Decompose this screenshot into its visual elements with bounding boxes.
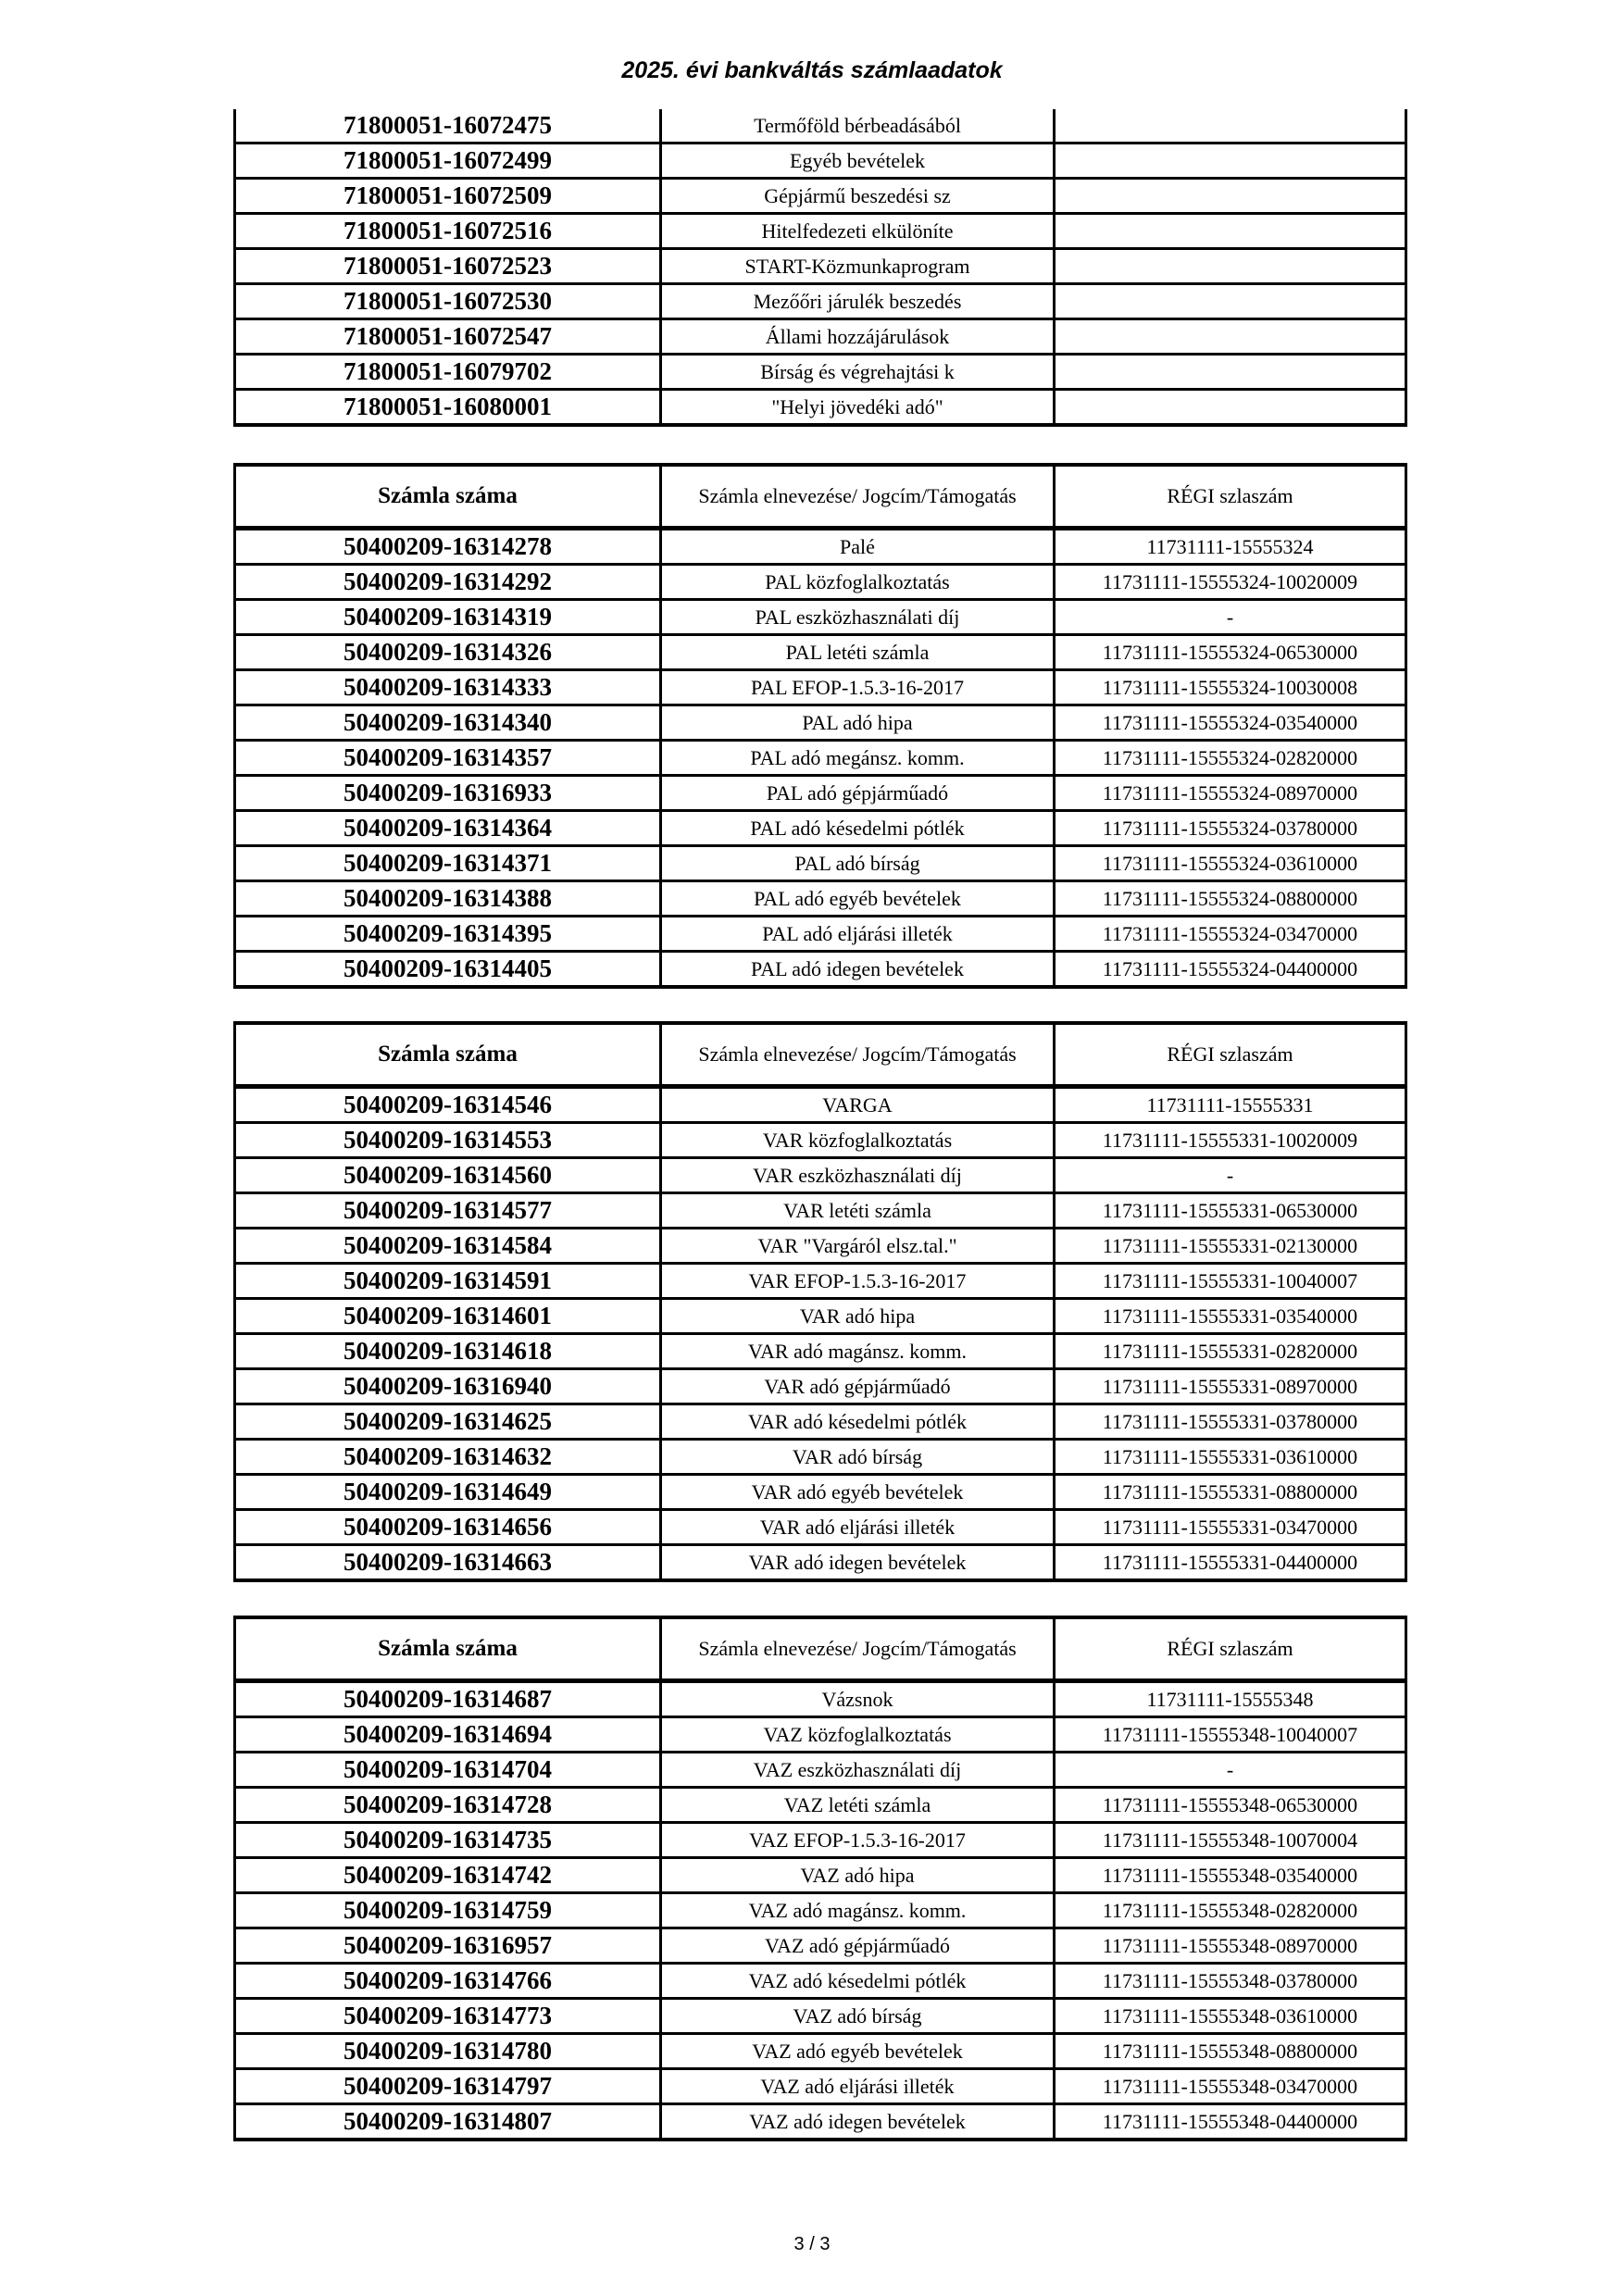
header-name: Számla elnevezése/ Jogcím/Támogatás bbox=[661, 1617, 1055, 1681]
table-row bbox=[235, 1475, 1406, 1510]
account-number-cell: 50400209-16314371 bbox=[235, 846, 661, 881]
table-row bbox=[235, 741, 1406, 776]
account-number-cell: 50400209-16314326 bbox=[235, 635, 661, 670]
table-row bbox=[235, 1893, 1406, 1928]
old-account-number-cell: 11731111-15555331-10020009 bbox=[1055, 1123, 1406, 1158]
header-account: Számla száma bbox=[235, 1023, 661, 1087]
account-name-cell: PAL letéti számla bbox=[661, 635, 1055, 670]
table-row bbox=[235, 1299, 1406, 1334]
account-number-cell: 71800051-16079702 bbox=[235, 355, 661, 390]
table-row bbox=[235, 2104, 1406, 2140]
account-number-cell: 71800051-16072475 bbox=[235, 109, 661, 144]
account-name-cell: Állami hozzájárulások bbox=[661, 319, 1055, 355]
table-row bbox=[235, 1123, 1406, 1158]
old-account-number-cell: 11731111-15555324-06530000 bbox=[1055, 635, 1406, 670]
account-number-cell: 50400209-16314546 bbox=[235, 1087, 661, 1123]
account-number-cell: 50400209-16314340 bbox=[235, 705, 661, 741]
old-account-number-cell: 11731111-15555331-03470000 bbox=[1055, 1510, 1406, 1545]
account-name-cell: PAL adó megánsz. komm. bbox=[661, 741, 1055, 776]
old-account-number-cell: 11731111-15555348-06530000 bbox=[1055, 1788, 1406, 1823]
table-row bbox=[235, 1404, 1406, 1440]
account-number-cell: 71800051-16072530 bbox=[235, 284, 661, 319]
account-number-cell: 71800051-16072516 bbox=[235, 214, 661, 249]
account-number-cell: 50400209-16316957 bbox=[235, 1928, 661, 1964]
account-name-cell: Gépjármű beszedési sz bbox=[661, 179, 1055, 214]
account-name-cell: VAZ letéti számla bbox=[661, 1788, 1055, 1823]
account-number-cell: 50400209-16314704 bbox=[235, 1753, 661, 1788]
account-number-cell: 71800051-16080001 bbox=[235, 390, 661, 426]
account-number-cell: 50400209-16314591 bbox=[235, 1264, 661, 1299]
account-name-cell: PAL adó idegen bevételek bbox=[661, 952, 1055, 988]
old-account-number-cell: 11731111-15555324-03540000 bbox=[1055, 705, 1406, 741]
account-number-cell: 50400209-16314780 bbox=[235, 2034, 661, 2069]
old-account-number-cell: 11731111-15555348-02820000 bbox=[1055, 1893, 1406, 1928]
old-account-number-cell: 11731111-15555324-03610000 bbox=[1055, 846, 1406, 881]
table-row bbox=[235, 1193, 1406, 1229]
table-row bbox=[235, 319, 1406, 355]
old-account-number-cell bbox=[1055, 390, 1406, 426]
table-header-row bbox=[235, 1023, 1406, 1087]
old-account-number-cell: 11731111-15555324-02820000 bbox=[1055, 741, 1406, 776]
account-number-cell: 50400209-16314278 bbox=[235, 529, 661, 565]
old-account-number-cell: 11731111-15555348-08800000 bbox=[1055, 2034, 1406, 2069]
account-number-cell: 50400209-16314560 bbox=[235, 1158, 661, 1193]
account-number-cell: 50400209-16314766 bbox=[235, 1964, 661, 1999]
table-row bbox=[235, 1858, 1406, 1893]
account-name-cell: Termőföld bérbeadásából bbox=[661, 109, 1055, 144]
old-account-number-cell: 11731111-15555324-03780000 bbox=[1055, 811, 1406, 846]
table-row bbox=[235, 1545, 1406, 1581]
table-header-row bbox=[235, 1617, 1406, 1681]
account-name-cell: VARGA bbox=[661, 1087, 1055, 1123]
account-name-cell: PAL EFOP-1.5.3-16-2017 bbox=[661, 670, 1055, 705]
account-number-cell: 71800051-16072547 bbox=[235, 319, 661, 355]
table-row bbox=[235, 917, 1406, 952]
old-account-number-cell: 11731111-15555331-04400000 bbox=[1055, 1545, 1406, 1581]
account-number-cell: 50400209-16314625 bbox=[235, 1404, 661, 1440]
account-table-vaz bbox=[233, 1616, 1407, 2141]
account-name-cell: VAR adó késedelmi pótlék bbox=[661, 1404, 1055, 1440]
table-row bbox=[235, 1753, 1406, 1788]
old-account-number-cell bbox=[1055, 109, 1406, 144]
table-row bbox=[235, 1928, 1406, 1964]
account-name-cell: VAR adó gépjárműadó bbox=[661, 1369, 1055, 1404]
table-row bbox=[235, 952, 1406, 988]
account-name-cell: VAZ adó késedelmi pótlék bbox=[661, 1964, 1055, 1999]
account-name-cell: VAZ EFOP-1.5.3-16-2017 bbox=[661, 1823, 1055, 1858]
account-number-cell: 50400209-16314807 bbox=[235, 2104, 661, 2140]
account-name-cell: VAR letéti számla bbox=[661, 1193, 1055, 1229]
account-name-cell: VAR EFOP-1.5.3-16-2017 bbox=[661, 1264, 1055, 1299]
account-name-cell: PAL adó eljárási illeték bbox=[661, 917, 1055, 952]
table-row bbox=[235, 846, 1406, 881]
old-account-number-cell: 11731111-15555331-03540000 bbox=[1055, 1299, 1406, 1334]
account-name-cell: PAL adó késedelmi pótlék bbox=[661, 811, 1055, 846]
account-name-cell: VAZ adó hipa bbox=[661, 1858, 1055, 1893]
account-number-cell: 50400209-16316933 bbox=[235, 776, 661, 811]
account-number-cell: 50400209-16314687 bbox=[235, 1681, 661, 1717]
account-number-cell: 71800051-16072499 bbox=[235, 144, 661, 179]
table-row bbox=[235, 390, 1406, 426]
old-account-number-cell bbox=[1055, 355, 1406, 390]
old-account-number-cell: 11731111-15555324-10020009 bbox=[1055, 565, 1406, 600]
old-account-number-cell bbox=[1055, 249, 1406, 284]
account-number-cell: 50400209-16314395 bbox=[235, 917, 661, 952]
old-account-number-cell: 11731111-15555331-02820000 bbox=[1055, 1334, 1406, 1369]
header-account: Számla száma bbox=[235, 465, 661, 529]
old-account-number-cell: 11731111-15555324-10030008 bbox=[1055, 670, 1406, 705]
table-row bbox=[235, 705, 1406, 741]
table-row bbox=[235, 1717, 1406, 1753]
account-name-cell: VAZ eszközhasználati díj bbox=[661, 1753, 1055, 1788]
old-account-number-cell: 11731111-15555348-10070004 bbox=[1055, 1823, 1406, 1858]
table-row bbox=[235, 1964, 1406, 1999]
old-account-number-cell: 11731111-15555348-03470000 bbox=[1055, 2069, 1406, 2104]
account-name-cell: VAZ adó idegen bevételek bbox=[661, 2104, 1055, 2140]
account-name-cell: VAR adó idegen bevételek bbox=[661, 1545, 1055, 1581]
old-account-number-cell bbox=[1055, 214, 1406, 249]
account-name-cell: Hitelfedezeti elkülönítе bbox=[661, 214, 1055, 249]
table-row bbox=[235, 1369, 1406, 1404]
old-account-number-cell: 11731111-15555331-03610000 bbox=[1055, 1440, 1406, 1475]
account-name-cell: Bírság és végrehajtási k bbox=[661, 355, 1055, 390]
table-row bbox=[235, 1510, 1406, 1545]
account-number-cell: 50400209-16314553 bbox=[235, 1123, 661, 1158]
old-account-number-cell: 11731111-15555348-04400000 bbox=[1055, 2104, 1406, 2140]
header-account: Számla száma bbox=[235, 1617, 661, 1681]
account-number-cell: 50400209-16314728 bbox=[235, 1788, 661, 1823]
table-row bbox=[235, 179, 1406, 214]
account-number-cell: 50400209-16314649 bbox=[235, 1475, 661, 1510]
account-number-cell: 50400209-16314618 bbox=[235, 1334, 661, 1369]
old-account-number-cell: - bbox=[1055, 600, 1406, 635]
old-account-number-cell: 11731111-15555348-03610000 bbox=[1055, 1999, 1406, 2034]
old-account-number-cell: 11731111-15555348-03780000 bbox=[1055, 1964, 1406, 1999]
account-name-cell: PAL adó egyéb bevételek bbox=[661, 881, 1055, 917]
table-row bbox=[235, 1334, 1406, 1369]
old-account-number-cell: 11731111-15555348-03540000 bbox=[1055, 1858, 1406, 1893]
table-row bbox=[235, 776, 1406, 811]
table-header-row bbox=[235, 465, 1406, 529]
account-name-cell: VAR adó hipa bbox=[661, 1299, 1055, 1334]
table-row bbox=[235, 144, 1406, 179]
table-row bbox=[235, 1158, 1406, 1193]
old-account-number-cell bbox=[1055, 284, 1406, 319]
account-number-cell: 50400209-16314663 bbox=[235, 1545, 661, 1581]
old-account-number-cell: - bbox=[1055, 1753, 1406, 1788]
account-name-cell: VAZ adó egyéb bevételek bbox=[661, 2034, 1055, 2069]
account-name-cell: VAZ adó eljárási illeték bbox=[661, 2069, 1055, 2104]
table-row bbox=[235, 811, 1406, 846]
header-old-account: RÉGI szlaszám bbox=[1055, 1617, 1406, 1681]
old-account-number-cell: 11731111-15555331-08970000 bbox=[1055, 1369, 1406, 1404]
old-account-number-cell bbox=[1055, 179, 1406, 214]
old-account-number-cell: 11731111-15555348-10040007 bbox=[1055, 1717, 1406, 1753]
account-table-1 bbox=[233, 109, 1407, 427]
account-number-cell: 50400209-16316940 bbox=[235, 1369, 661, 1404]
table-row bbox=[235, 2034, 1406, 2069]
account-number-cell: 50400209-16314632 bbox=[235, 1440, 661, 1475]
account-name-cell: VAR "Vargáról elsz.tal." bbox=[661, 1229, 1055, 1264]
table-row bbox=[235, 1087, 1406, 1123]
table-row bbox=[235, 109, 1406, 144]
table-row bbox=[235, 600, 1406, 635]
table-row bbox=[235, 635, 1406, 670]
account-name-cell: VAR adó magánsz. komm. bbox=[661, 1334, 1055, 1369]
old-account-number-cell: 11731111-15555324-08800000 bbox=[1055, 881, 1406, 917]
account-number-cell: 50400209-16314694 bbox=[235, 1717, 661, 1753]
old-account-number-cell: 11731111-15555331-03780000 bbox=[1055, 1404, 1406, 1440]
account-number-cell: 50400209-16314405 bbox=[235, 952, 661, 988]
old-account-number-cell: 11731111-15555331-02130000 bbox=[1055, 1229, 1406, 1264]
header-old-account: RÉGI szlaszám bbox=[1055, 465, 1406, 529]
account-name-cell: PAL közfoglalkoztatás bbox=[661, 565, 1055, 600]
table-row bbox=[235, 529, 1406, 565]
account-name-cell: VAR eszközhasználati díj bbox=[661, 1158, 1055, 1193]
table-row bbox=[235, 1823, 1406, 1858]
account-number-cell: 50400209-16314388 bbox=[235, 881, 661, 917]
table-row bbox=[235, 670, 1406, 705]
account-number-cell: 50400209-16314656 bbox=[235, 1510, 661, 1545]
account-number-cell: 50400209-16314601 bbox=[235, 1299, 661, 1334]
account-number-cell: 50400209-16314364 bbox=[235, 811, 661, 846]
table-row bbox=[235, 1440, 1406, 1475]
header-name: Számla elnevezése/ Jogcím/Támogatás bbox=[661, 1023, 1055, 1087]
account-name-cell: VAZ adó bírság bbox=[661, 1999, 1055, 2034]
account-name-cell: VAR adó egyéb bevételek bbox=[661, 1475, 1055, 1510]
account-name-cell: VAZ adó gépjárműadó bbox=[661, 1928, 1055, 1964]
old-account-number-cell: 11731111-15555324-04400000 bbox=[1055, 952, 1406, 988]
account-name-cell: VAR közfoglalkoztatás bbox=[661, 1123, 1055, 1158]
account-name-cell: PAL eszközhasználati díj bbox=[661, 600, 1055, 635]
header-old-account: RÉGI szlaszám bbox=[1055, 1023, 1406, 1087]
account-name-cell: VAR adó eljárási illeték bbox=[661, 1510, 1055, 1545]
old-account-number-cell: 11731111-15555324-08970000 bbox=[1055, 776, 1406, 811]
header-name: Számla elnevezése/ Jogcím/Támogatás bbox=[661, 465, 1055, 529]
account-number-cell: 50400209-16314357 bbox=[235, 741, 661, 776]
table-row bbox=[235, 881, 1406, 917]
account-number-cell: 50400209-16314584 bbox=[235, 1229, 661, 1264]
table-row bbox=[235, 2069, 1406, 2104]
account-name-cell: VAR adó bírság bbox=[661, 1440, 1055, 1475]
table-row bbox=[235, 1788, 1406, 1823]
account-name-cell: Vázsnok bbox=[661, 1681, 1055, 1717]
account-name-cell: Mezőőri járulék beszedés bbox=[661, 284, 1055, 319]
old-account-number-cell bbox=[1055, 319, 1406, 355]
page-title: 2025. évi bankváltás számlaadatok bbox=[621, 57, 1003, 83]
account-number-cell: 50400209-16314333 bbox=[235, 670, 661, 705]
old-account-number-cell: 11731111-15555331 bbox=[1055, 1087, 1406, 1123]
account-name-cell: PAL adó bírság bbox=[661, 846, 1055, 881]
table-row bbox=[235, 565, 1406, 600]
old-account-number-cell: 11731111-15555348 bbox=[1055, 1681, 1406, 1717]
account-name-cell: START-Közmunkaprogram bbox=[661, 249, 1055, 284]
account-number-cell: 50400209-16314759 bbox=[235, 1893, 661, 1928]
table-row bbox=[235, 214, 1406, 249]
account-number-cell: 71800051-16072523 bbox=[235, 249, 661, 284]
account-number-cell: 50400209-16314773 bbox=[235, 1999, 661, 2034]
account-number-cell: 50400209-16314319 bbox=[235, 600, 661, 635]
table-row bbox=[235, 1229, 1406, 1264]
old-account-number-cell bbox=[1055, 144, 1406, 179]
table-row bbox=[235, 284, 1406, 319]
account-name-cell: Egyéb bevételek bbox=[661, 144, 1055, 179]
table-row bbox=[235, 355, 1406, 390]
account-name-cell: VAZ közfoglalkoztatás bbox=[661, 1717, 1055, 1753]
account-number-cell: 71800051-16072509 bbox=[235, 179, 661, 214]
account-number-cell: 50400209-16314292 bbox=[235, 565, 661, 600]
account-number-cell: 50400209-16314735 bbox=[235, 1823, 661, 1858]
old-account-number-cell: 11731111-15555348-08970000 bbox=[1055, 1928, 1406, 1964]
account-table-pal bbox=[233, 463, 1407, 989]
account-name-cell: "Helyi jövedéki adó" bbox=[661, 390, 1055, 426]
old-account-number-cell: 11731111-15555324 bbox=[1055, 529, 1406, 565]
old-account-number-cell: - bbox=[1055, 1158, 1406, 1193]
old-account-number-cell: 11731111-15555331-08800000 bbox=[1055, 1475, 1406, 1510]
page-number: 3 / 3 bbox=[793, 2234, 831, 2254]
account-name-cell: PAL adó gépjárműadó bbox=[661, 776, 1055, 811]
table-row bbox=[235, 1264, 1406, 1299]
account-name-cell: PAL adó hipa bbox=[661, 705, 1055, 741]
account-name-cell: Palé bbox=[661, 529, 1055, 565]
account-number-cell: 50400209-16314797 bbox=[235, 2069, 661, 2104]
table-row bbox=[235, 1681, 1406, 1717]
old-account-number-cell: 11731111-15555331-10040007 bbox=[1055, 1264, 1406, 1299]
account-name-cell: VAZ adó magánsz. komm. bbox=[661, 1893, 1055, 1928]
old-account-number-cell: 11731111-15555331-06530000 bbox=[1055, 1193, 1406, 1229]
account-number-cell: 50400209-16314742 bbox=[235, 1858, 661, 1893]
table-row bbox=[235, 249, 1406, 284]
old-account-number-cell: 11731111-15555324-03470000 bbox=[1055, 917, 1406, 952]
table-row bbox=[235, 1999, 1406, 2034]
account-table-var bbox=[233, 1021, 1407, 1582]
account-number-cell: 50400209-16314577 bbox=[235, 1193, 661, 1229]
